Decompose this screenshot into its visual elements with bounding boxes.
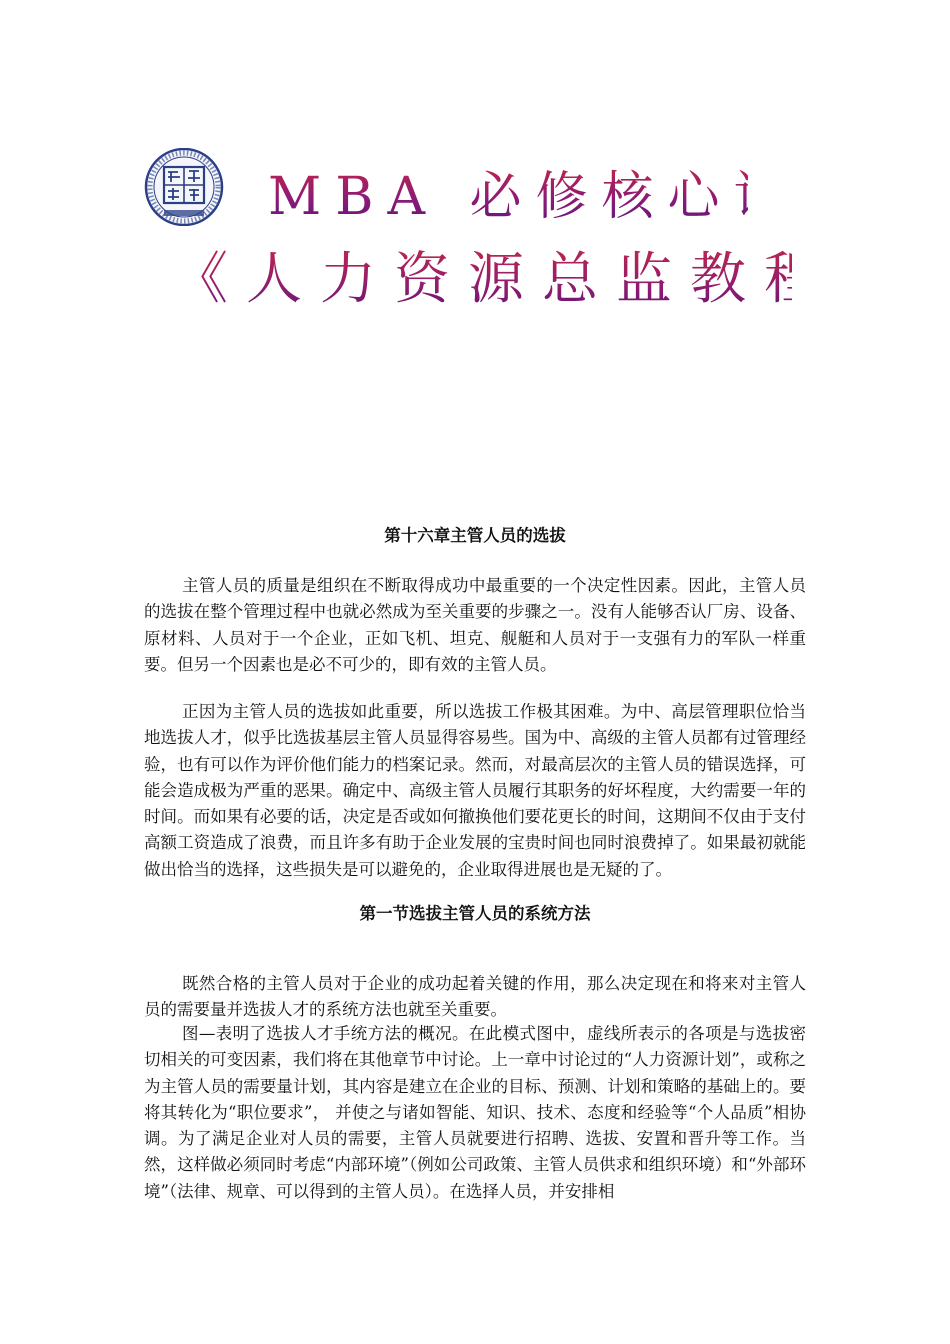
section-heading: 第一节选拔主管人员的系统方法 [359,904,591,923]
section-paragraph-1: 既然合格的主管人员对于企业的成功起着关键的作用，那么决定现在和将来对主管人员的需要量并选拔人才的系统方法也就至关重要。 [144,974,806,1020]
chapter-paragraph-2: 正因为主管人员的选拔如此重要，所以选拔工作极其困难。为中、高层管理职位恰当地选拔人才，似乎比选拔基层主管人员显得容易些。国为中、高级的主管人员都有过管理经验，也有可以作为评价他们能力的档案记录。然而，对最高层次的主管人员的错误选择，可能会造成极为严重的恶果。确定中、高级主管人员履行其职务的好坏程度，大约需要一年的时间。而如果有必要的话，决定是否或如何撤换他们要花更长的时间，这期间不仅由于支付高额工资造成了浪费，而且许多有助于企业发展的宝贵时间也同时浪费掉了。如果最初就能做出恰当的选择，这些损失是可以避免的，企业取得进展也是无疑的了。 [144,702,806,879]
section-paragraph-2: 图—表明了选拔人才手统方法的概况。在此模式图中，虚线所表示的各项是与选拔密切相关的可变因素，我们将在其他章节中讨论。上一章中讨论过的“人力资源计划”，或称之为主管人员的需要量计划，其内容是建立在企业的目标、预测、计划和策略的基础上的。要将其转化为“职位要求”， 并使之与诸如智能、知识、技术、态度和经验等“个人品质”相协调。为了满足企业对人员的需要，主管人员就要进行招聘、选拔、安置和晋升等工作。当然，这样做必须同时考虑“内部环境”（例如公司政策、主管人员供求和组织环境）和“外部环境”（法律、规章、可以得到的主管人员）。在选择人员，并安排相 [144,1024,806,1201]
chapter-heading: 第十六章主管人员的选拔 [384,526,566,545]
book-title: 《人力资源总监教程》 [172,244,792,316]
university-seal-icon [144,148,224,226]
chapter-paragraph-1: 主管人员的质量是组织在不断取得成功中最重要的一个决定性因素。因此，主管人员的选拔在整个管理过程中也就必然成为至关重要的步骤之一。没有人能够否认厂房、设备、原材料、人员对于一个企业，正如飞机、坦克、舰艇和人员对于一支强有力的军队一样重要。但另一个因素也是必不可少的，即有效的主管人员。 [144,576,806,674]
course-series-title: MBA 必修核心课程 [268,164,748,230]
